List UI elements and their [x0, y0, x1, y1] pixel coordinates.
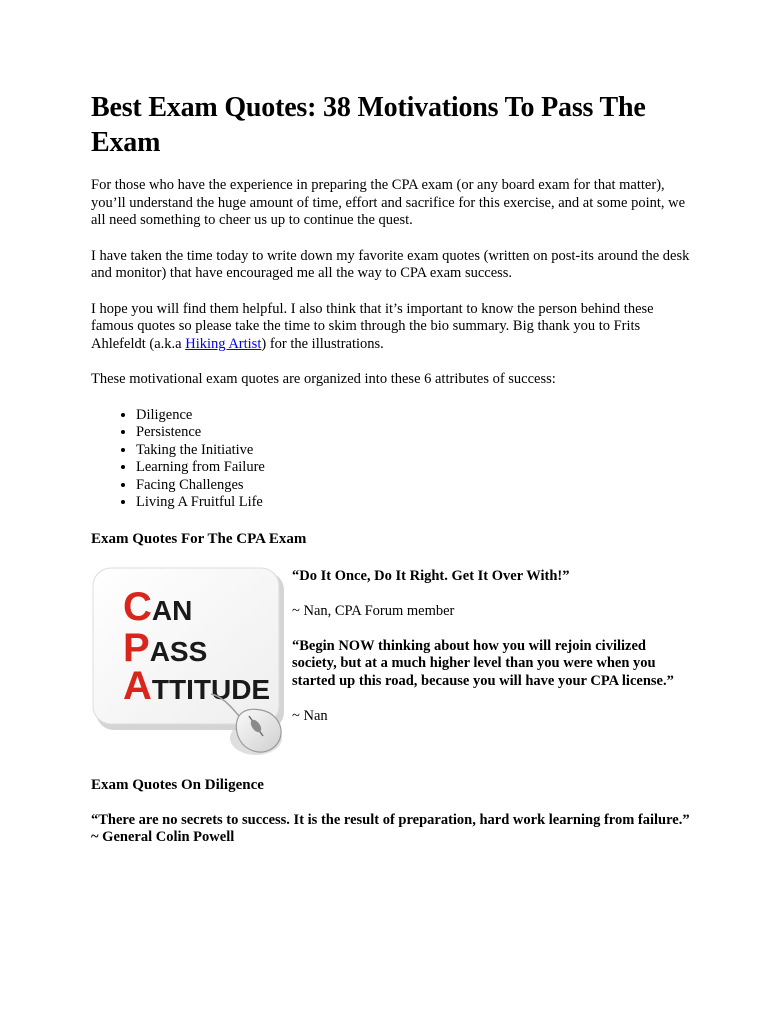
quote-2: “Begin NOW thinking about how you will rejoin civilized society, but at a much higher level than you were when you started up this road, because you will have your CPA license.” [292, 637, 674, 689]
can-pass-attitude-illustration [91, 566, 286, 758]
cpa-quotes [292, 568, 690, 743]
paragraph-2: I have taken the time today to write down my favorite exam quotes (written on post-its around the desk and monitor) that have encouraged me all the way to CPA exam success. [91, 247, 690, 281]
paragraph-3-text-before: I hope you will find them helpful. I also think that it’s important to know the person behind these famous quotes so please take the time to skim through the bio summary. Big thank you to Frits Ahlefeldt (a.k.a [91, 300, 654, 352]
article [91, 90, 691, 847]
hiking-artist-link[interactable]: Hiking Artist [185, 335, 262, 352]
list-item: • Living A Fruitful Life [136, 494, 691, 512]
attribution-1: ~ Nan, CPA Forum member [292, 602, 455, 619]
list-item: • Facing Challenges [136, 477, 691, 495]
list-item: • Persistence [136, 424, 691, 442]
attributes-intro: These motivational exam quotes are organized into these 6 attributes of success: [91, 371, 556, 387]
quote-1: “Do It Once, Do It Right. Get It Over With!” [292, 567, 570, 584]
paragraph-3-text-after: ) for the illustrations. [261, 335, 384, 352]
line-1-rest: AN [151, 594, 193, 626]
list-item: • Diligence [136, 407, 691, 425]
diligence-quote: “There are no secrets to success. It is the result of preparation, hard work learning from failure.” ~ General Colin Powell [91, 811, 690, 845]
diligence-section-heading: Exam Quotes On Diligence [91, 776, 264, 793]
line-3-rest: TTITUDE [151, 673, 271, 705]
attribution-2: ~ Nan [292, 707, 328, 724]
attributes-list [91, 407, 691, 512]
paragraph-3 [91, 301, 691, 354]
article-title: Best Exam Quotes: 38 Motivations To Pass The Exam [91, 92, 646, 158]
cpa-section-heading: Exam Quotes For The CPA Exam [91, 530, 307, 547]
list-item: • Taking the Initiative [136, 442, 691, 460]
line-2-rest: ASS [149, 635, 208, 667]
list-item: • Learning from Failure [136, 459, 691, 477]
cpa-section [91, 566, 691, 758]
line-2-initial: P [123, 625, 150, 670]
line-1-initial: C [123, 584, 152, 629]
intro-paragraph: For those who have the experience in preparing the CPA exam (or any board exam for that matter), you’ll understand the huge amount of time, effort and sacrifice for this exercise, and at some point, we all need something to cheer us up to continue the quest. [91, 177, 686, 228]
line-3-initial: A [123, 663, 152, 708]
